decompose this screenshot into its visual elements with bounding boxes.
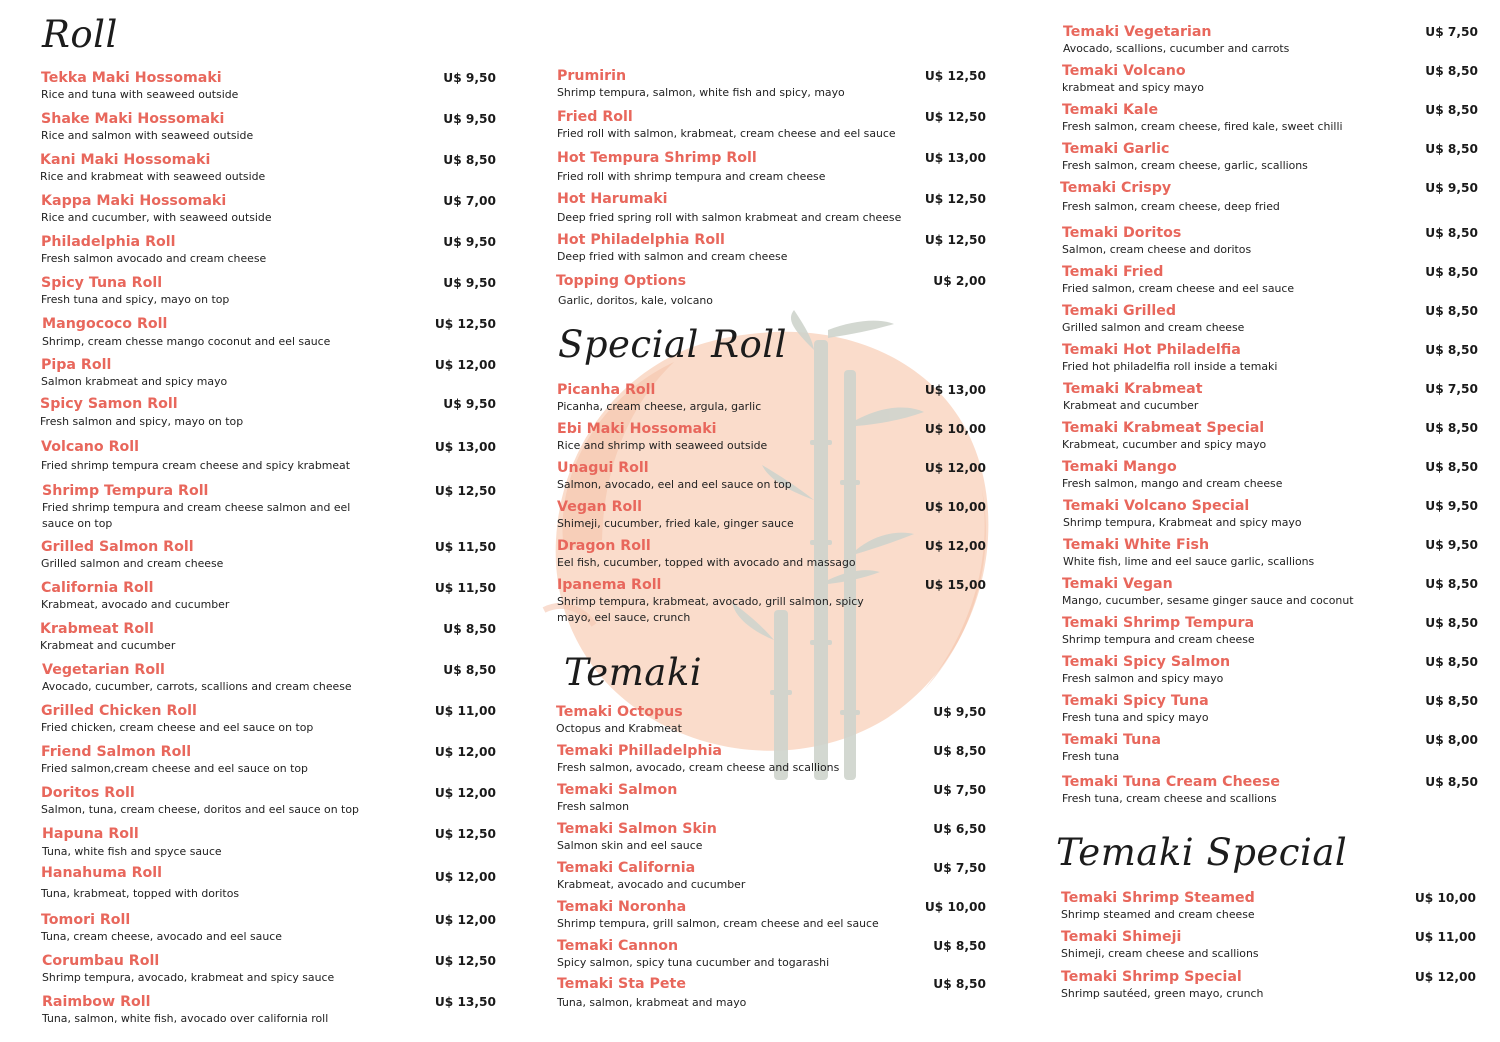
item-desc: Salmon krabmeat and spicy mayo — [41, 375, 228, 388]
item-desc: krabmeat and spicy mayo — [1062, 81, 1204, 94]
item-desc: Krabmeat, avocado and cucumber — [557, 878, 746, 891]
item-price: U$ 15,00 — [924, 578, 986, 592]
item-price: U$ 8,50 — [1425, 304, 1478, 318]
item-desc: Salmon, cream cheese and doritos — [1062, 243, 1252, 256]
item-desc: Grilled salmon and cream cheese — [41, 557, 224, 570]
item-name: Pipa Roll — [41, 357, 112, 373]
item-name: Temaki Tuna Cream Cheese — [1062, 774, 1280, 790]
item-price: U$ 12,50 — [924, 110, 986, 124]
item-desc: Rice and shrimp with seaweed outside — [557, 439, 768, 452]
item-desc: Rice and salmon with seaweed outside — [41, 129, 254, 142]
item-name: Temaki Mango — [1062, 459, 1177, 475]
item-price: U$ 12,50 — [434, 484, 496, 498]
item-name: Temaki Vegan — [1062, 576, 1173, 592]
item-price: U$ 10,00 — [924, 422, 986, 436]
item-desc: Fried hot philadelfia roll inside a temaki — [1062, 360, 1278, 373]
item-name: Temaki Salmon — [557, 782, 678, 798]
item-price: U$ 13,00 — [924, 383, 986, 397]
item-price: U$ 12,00 — [434, 786, 496, 800]
item-price: U$ 8,50 — [443, 663, 496, 677]
item-desc: Mango, cucumber, sesame ginger sauce and coconut — [1062, 594, 1354, 607]
item-price: U$ 8,50 — [443, 622, 496, 636]
item-price: U$ 11,00 — [434, 704, 496, 718]
item-name: Temaki Tuna — [1062, 732, 1161, 748]
item-name: Temaki Doritos — [1062, 225, 1182, 241]
item-price: U$ 8,50 — [1425, 775, 1478, 789]
item-price: U$ 13,50 — [434, 995, 496, 1009]
item-price: U$ 13,00 — [434, 440, 496, 454]
item-price: U$ 12,00 — [434, 870, 496, 884]
item-price: U$ 9,50 — [443, 397, 496, 411]
item-name: Temaki Kale — [1062, 102, 1159, 118]
item-desc: Garlic, doritos, kale, volcano — [558, 294, 713, 307]
item-desc: Shrimp tempura, krabmeat, avocado, grill salmon, spicy mayo, eel sauce, crunch — [557, 595, 864, 624]
item-price: U$ 8,50 — [1425, 265, 1478, 279]
item-name: Krabmeat Roll — [40, 621, 154, 637]
item-price: U$ 8,50 — [1425, 655, 1478, 669]
roll-section-title: Roll — [42, 13, 118, 56]
item-desc: Krabmeat, avocado and cucumber — [41, 598, 230, 611]
item-name: Ebi Maki Hossomaki — [557, 421, 717, 437]
item-desc: Avocado, cucumber, carrots, scallions and cream cheese — [42, 680, 352, 693]
item-price: U$ 9,50 — [443, 276, 496, 290]
item-name: Tekka Maki Hossomaki — [41, 70, 222, 86]
item-desc: Shrimp sautéed, green mayo, crunch — [1061, 987, 1264, 1000]
item-name: Fried Roll — [557, 109, 633, 125]
item-price: U$ 8,50 — [1425, 226, 1478, 240]
item-name: Picanha Roll — [557, 382, 656, 398]
item-name: Temaki California — [557, 860, 696, 876]
item-desc: Fresh salmon, mango and cream cheese — [1062, 477, 1283, 490]
item-name: Temaki Cannon — [557, 938, 679, 954]
item-name: Ipanema Roll — [557, 577, 662, 593]
item-desc: Fried roll with shrimp tempura and cream cheese — [557, 170, 826, 183]
item-price: U$ 8,50 — [933, 939, 986, 953]
item-desc: Fresh salmon, cream cheese, garlic, scallions — [1062, 159, 1308, 172]
item-desc: Tuna, cream cheese, avocado and eel sauce — [41, 930, 282, 943]
item-price: U$ 8,50 — [1425, 616, 1478, 630]
item-name: Temaki Garlic — [1062, 141, 1170, 157]
temaki-section-title: Temaki — [564, 651, 703, 694]
item-price: U$ 9,50 — [1425, 181, 1478, 195]
item-price: U$ 9,50 — [1425, 499, 1478, 513]
item-price: U$ 12,50 — [434, 317, 496, 331]
item-name: Spicy Tuna Roll — [41, 275, 163, 291]
item-desc: Fried shrimp tempura cream cheese and spicy krabmeat — [41, 459, 350, 472]
item-price: U$ 8,50 — [1425, 64, 1478, 78]
item-desc: Salmon, tuna, cream cheese, doritos and eel sauce on top — [41, 803, 359, 816]
item-price: U$ 12,00 — [434, 358, 496, 372]
item-price: U$ 8,50 — [1425, 421, 1478, 435]
item-desc: Fresh salmon, avocado, cream cheese and scallions — [557, 761, 840, 774]
item-desc: Rice and krabmeat with seaweed outside — [40, 170, 266, 183]
item-desc: Tuna, krabmeat, topped with doritos — [41, 887, 240, 900]
item-price: U$ 12,50 — [924, 233, 986, 247]
item-desc: Fried shrimp tempura and cream cheese salmon and eel sauce on top — [42, 501, 351, 530]
item-name: Grilled Salmon Roll — [41, 539, 194, 555]
temaki-special-section-title: Temaki Special — [1056, 831, 1348, 874]
item-desc: Shrimp tempura and cream cheese — [1062, 633, 1255, 646]
item-desc: Tuna, salmon, krabmeat and mayo — [557, 996, 747, 1009]
item-price: U$ 8,50 — [1425, 142, 1478, 156]
item-desc: Fresh tuna and spicy mayo — [1062, 711, 1209, 724]
item-name: Hanahuma Roll — [41, 865, 163, 881]
item-name: Temaki Grilled — [1062, 303, 1177, 319]
item-desc: Avocado, scallions, cucumber and carrots — [1063, 42, 1290, 55]
item-name: Temaki Shrimp Tempura — [1062, 615, 1255, 631]
item-desc: Shrimp tempura, avocado, krabmeat and spicy sauce — [42, 971, 335, 984]
item-name: Doritos Roll — [41, 785, 135, 801]
item-price: U$ 12,50 — [924, 69, 986, 83]
item-name: Kappa Maki Hossomaki — [41, 193, 227, 209]
item-price: U$ 12,00 — [924, 539, 986, 553]
item-desc: Shimeji, cream cheese and scallions — [1061, 947, 1259, 960]
item-name: Raimbow Roll — [42, 994, 151, 1010]
item-name: Corumbau Roll — [42, 953, 160, 969]
item-name: Temaki Crispy — [1060, 180, 1172, 196]
item-name: Hot Harumaki — [557, 191, 668, 207]
item-name: Friend Salmon Roll — [41, 744, 192, 760]
roll-column — [40, 0, 496, 1042]
item-desc: Grilled salmon and cream cheese — [1062, 321, 1245, 334]
item-price: U$ 7,50 — [933, 783, 986, 797]
item-price: U$ 2,00 — [933, 274, 986, 288]
item-price: U$ 12,00 — [1414, 970, 1476, 984]
middle-column — [556, 0, 986, 1042]
item-desc: Octopus and Krabmeat — [556, 722, 682, 735]
item-name: Vegetarian Roll — [42, 662, 165, 678]
item-desc: Tuna, salmon, white fish, avocado over california roll — [42, 1012, 329, 1025]
item-price: U$ 9,50 — [933, 705, 986, 719]
item-price: U$ 9,50 — [443, 71, 496, 85]
item-name: Temaki Noronha — [557, 899, 687, 915]
item-desc: Fresh salmon, cream cheese, deep fried — [1062, 200, 1280, 213]
item-price: U$ 12,00 — [924, 461, 986, 475]
item-name: Spicy Samon Roll — [40, 396, 178, 412]
item-desc: Shrimp tempura, Krabmeat and spicy mayo — [1063, 516, 1302, 529]
item-price: U$ 8,50 — [1425, 577, 1478, 591]
item-name: Vegan Roll — [557, 499, 642, 515]
item-price: U$ 12,50 — [434, 827, 496, 841]
item-name: Mangococo Roll — [42, 316, 168, 332]
item-desc: White fish, lime and eel sauce garlic, scallions — [1063, 555, 1315, 568]
item-desc: Fresh tuna and spicy, mayo on top — [41, 293, 230, 306]
item-desc: Shimeji, cucumber, fried kale, ginger sauce — [557, 517, 794, 530]
item-name: California Roll — [41, 580, 154, 596]
item-name: Temaki White Fish — [1063, 537, 1210, 553]
item-price: U$ 12,50 — [924, 192, 986, 206]
item-name: Shrimp Tempura Roll — [42, 483, 209, 499]
item-desc: Fried chicken, cream cheese and eel sauce on top — [41, 721, 314, 734]
item-desc: Eel fish, cucumber, topped with avocado and massago — [557, 556, 856, 569]
item-price: U$ 12,00 — [434, 913, 496, 927]
item-desc: Fresh tuna — [1062, 750, 1120, 763]
item-name: Temaki Hot Philadelfia — [1062, 342, 1241, 358]
item-name: Volcano Roll — [41, 439, 139, 455]
item-name: Temaki Volcano — [1062, 63, 1186, 79]
item-desc: Fresh salmon, cream cheese, fired kale, sweet chilli — [1062, 120, 1343, 133]
item-name: Prumirin — [557, 68, 627, 84]
item-desc: Salmon skin and eel sauce — [557, 839, 703, 852]
item-desc: Picanha, cream cheese, argula, garlic — [557, 400, 762, 413]
item-name: Temaki Sta Pete — [557, 976, 686, 992]
item-price: U$ 9,50 — [443, 112, 496, 126]
item-price: U$ 8,50 — [1425, 694, 1478, 708]
item-price: U$ 8,50 — [1425, 103, 1478, 117]
item-price: U$ 8,50 — [1425, 343, 1478, 357]
item-price: U$ 11,00 — [1414, 930, 1476, 944]
item-name: Topping Options — [556, 273, 687, 289]
item-desc: Shrimp steamed and cream cheese — [1061, 908, 1255, 921]
item-price: U$ 8,50 — [933, 744, 986, 758]
item-desc: Krabmeat and cucumber — [1063, 399, 1199, 412]
item-name: Temaki Spicy Salmon — [1062, 654, 1231, 670]
item-price: U$ 10,00 — [924, 900, 986, 914]
item-price: U$ 8,50 — [443, 153, 496, 167]
item-desc: Fried salmon,cream cheese and eel sauce on top — [41, 762, 308, 775]
item-desc: Salmon, avocado, eel and eel sauce on top — [557, 478, 792, 491]
item-name: Temaki Octopus — [556, 704, 683, 720]
item-price: U$ 6,50 — [933, 822, 986, 836]
item-price: U$ 10,00 — [1414, 891, 1476, 905]
item-price: U$ 7,50 — [1425, 25, 1478, 39]
item-name: Unagui Roll — [557, 460, 649, 476]
item-price: U$ 12,00 — [434, 745, 496, 759]
item-name: Philadelphia Roll — [41, 234, 176, 250]
right-column — [1056, 0, 1478, 1042]
item-price: U$ 11,50 — [434, 581, 496, 595]
item-name: Hot Tempura Shrimp Roll — [557, 150, 757, 166]
item-name: Temaki Vegetarian — [1063, 24, 1212, 40]
item-desc: Shrimp tempura, grill salmon, cream cheese and eel sauce — [557, 917, 879, 930]
item-price: U$ 7,50 — [1425, 382, 1478, 396]
item-desc: Fresh salmon avocado and cream cheese — [41, 252, 267, 265]
item-price: U$ 7,50 — [933, 861, 986, 875]
item-name: Temaki Shrimp Steamed — [1061, 890, 1255, 906]
item-desc: Fried salmon, cream cheese and eel sauce — [1062, 282, 1295, 295]
item-desc: Shrimp, cream chesse mango coconut and eel sauce — [42, 335, 331, 348]
item-price: U$ 9,50 — [443, 235, 496, 249]
item-price: U$ 8,50 — [1425, 460, 1478, 474]
item-name: Temaki Fried — [1062, 264, 1164, 280]
item-desc: Fresh tuna, cream cheese and scallions — [1062, 792, 1277, 805]
item-name: Dragon Roll — [557, 538, 651, 554]
item-name: Temaki Shrimp Special — [1061, 969, 1242, 985]
item-name: Temaki Philladelphia — [557, 743, 723, 759]
item-name: Grilled Chicken Roll — [41, 703, 197, 719]
item-name: Temaki Volcano Special — [1063, 498, 1250, 514]
item-name: Temaki Spicy Tuna — [1062, 693, 1209, 709]
item-price: U$ 11,50 — [434, 540, 496, 554]
item-price: U$ 9,50 — [1425, 538, 1478, 552]
item-price: U$ 13,00 — [924, 151, 986, 165]
item-desc: Krabmeat, cucumber and spicy mayo — [1062, 438, 1267, 451]
item-price: U$ 8,50 — [933, 977, 986, 991]
item-desc: Deep fried spring roll with salmon krabmeat and cream cheese — [557, 211, 902, 224]
item-desc: Fresh salmon and spicy mayo — [1062, 672, 1224, 685]
item-desc: Fried roll with salmon, krabmeat, cream cheese and eel sauce — [557, 127, 896, 140]
item-name: Temaki Krabmeat — [1063, 381, 1203, 397]
item-name: Kani Maki Hossomaki — [40, 152, 211, 168]
item-desc: Rice and cucumber, with seaweed outside — [41, 211, 272, 224]
item-name: Temaki Krabmeat Special — [1062, 420, 1265, 436]
item-desc: Shrimp tempura, salmon, white fish and spicy, mayo — [557, 86, 845, 99]
item-desc: Fresh salmon and spicy, mayo on top — [40, 415, 244, 428]
item-desc: Deep fried with salmon and cream cheese — [557, 250, 788, 263]
special-roll-section-title: Special Roll — [558, 323, 787, 366]
item-desc: Rice and tuna with seaweed outside — [41, 88, 239, 101]
item-name: Hot Philadelphia Roll — [557, 232, 725, 248]
item-name: Temaki Salmon Skin — [557, 821, 717, 837]
item-price: U$ 12,50 — [434, 954, 496, 968]
item-price: U$ 7,00 — [443, 194, 496, 208]
item-desc: Spicy salmon, spicy tuna cucumber and togarashi — [557, 956, 830, 969]
item-price: U$ 10,00 — [924, 500, 986, 514]
item-desc: Krabmeat and cucumber — [40, 639, 176, 652]
item-name: Hapuna Roll — [42, 826, 139, 842]
item-desc: Tuna, white fish and spyce sauce — [42, 845, 222, 858]
item-name: Shake Maki Hossomaki — [41, 111, 225, 127]
item-price: U$ 8,00 — [1425, 733, 1478, 747]
item-name: Tomori Roll — [41, 912, 131, 928]
item-desc: Fresh salmon — [557, 800, 629, 813]
item-name: Temaki Shimeji — [1061, 929, 1182, 945]
